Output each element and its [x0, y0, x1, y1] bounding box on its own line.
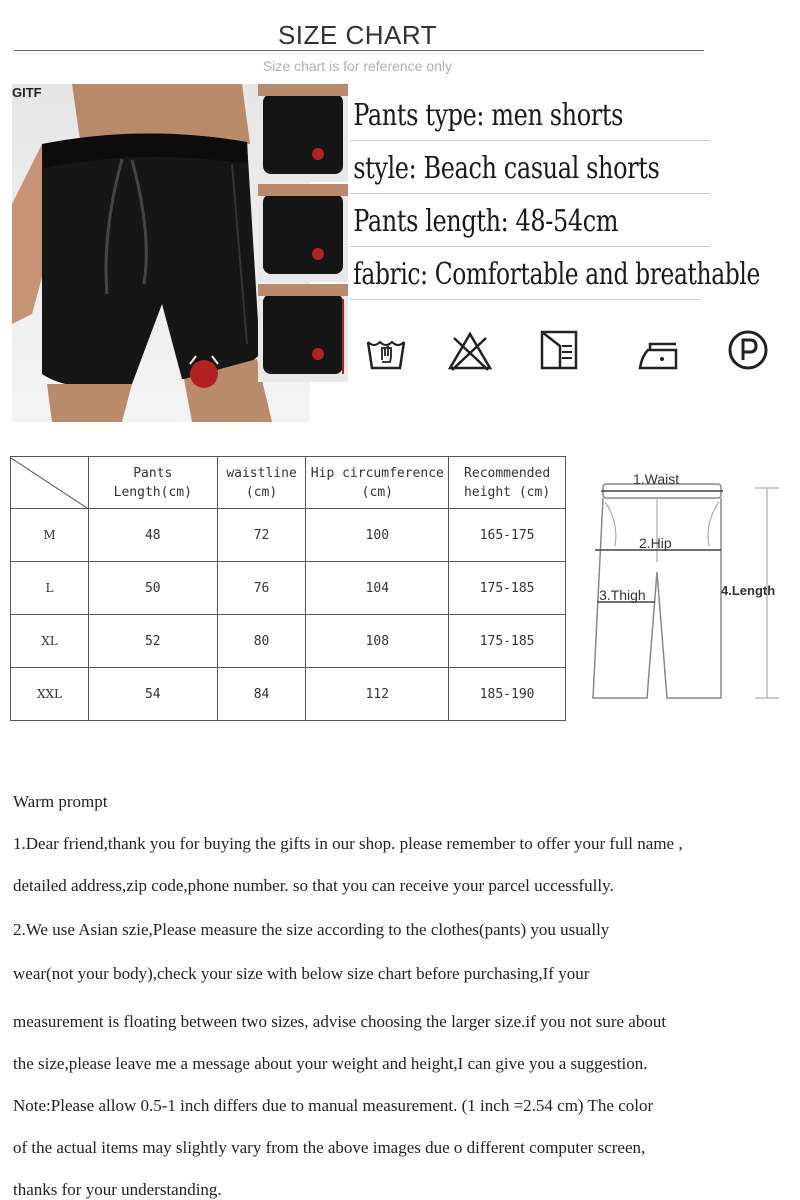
hip-label: 2.Hip — [639, 535, 672, 551]
size-table — [10, 456, 566, 721]
hip-cell: 112 — [306, 668, 449, 721]
thigh-label: 3.Thigh — [599, 587, 646, 603]
spec-fabric: fabric: Comfortable and breathable — [350, 247, 701, 300]
product-specs — [350, 88, 800, 300]
title-divider — [14, 50, 704, 51]
prompt-line: 1.Dear friend,thank you for buying the gifts in our shop. please remember to offer your full name , — [13, 834, 683, 853]
spec-pants-type: Pants type: men shorts — [350, 88, 710, 141]
prompt-line: Note:Please allow 0.5-1 inch differs due to manual measurement. (1 inch =2.54 cm) The color — [13, 1096, 654, 1115]
length-cell: 52 — [88, 615, 217, 668]
prompt-line: wear(not your body),check your size with below size chart before purchasing,If your — [13, 964, 590, 983]
hip-cell: 104 — [306, 562, 449, 615]
care-icons — [350, 320, 800, 380]
size-cell: L — [11, 562, 89, 615]
waist-cell: 80 — [217, 615, 306, 668]
prompt-heading: Warm prompt — [13, 792, 108, 811]
column-header-length: Pants Length(cm) — [88, 457, 217, 509]
height-cell: 185-190 — [449, 668, 566, 721]
table-row — [11, 668, 566, 721]
column-header-hip: Hip circumference (cm) — [306, 457, 449, 509]
spec-style: style: Beach casual shorts — [350, 141, 710, 194]
thumbnail-strip — [248, 84, 348, 384]
waist-label: 1.Waist — [633, 471, 680, 487]
iron-icon — [634, 326, 682, 374]
prompt-line: measurement is floating between two sizes, advise choosing the larger size.if you not sure about — [13, 1012, 667, 1031]
thumbnail-1 — [258, 84, 348, 182]
hand-wash-icon — [362, 326, 410, 374]
size-cell: XL — [11, 615, 89, 668]
table-corner-cell — [11, 457, 89, 509]
size-cell: M — [11, 509, 89, 562]
table-row — [11, 615, 566, 668]
waist-cell: 72 — [217, 509, 306, 562]
brand-logo: GITF — [12, 85, 42, 100]
page-subtitle: Size chart is for reference only — [262, 58, 453, 74]
height-cell: 165-175 — [449, 509, 566, 562]
diagonal-divider — [11, 458, 87, 508]
thumbnail-2 — [258, 184, 348, 282]
length-cell: 48 — [88, 509, 217, 562]
length-cell: 50 — [88, 562, 217, 615]
hip-cell: 100 — [306, 509, 449, 562]
tumble-dry-icon — [536, 326, 584, 374]
column-header-height: Recommended height (cm) — [449, 457, 566, 509]
prompt-line: 2.We use Asian szie,Please measure the size according to the clothes(pants) you usually — [13, 920, 610, 939]
waist-cell: 76 — [217, 562, 306, 615]
prompt-line: of the actual items may slightly vary from the above images due o different computer screen, — [13, 1138, 646, 1157]
dry-clean-icon — [724, 326, 772, 374]
length-label: 4.Length — [721, 583, 776, 598]
table-row — [11, 562, 566, 615]
table-row — [11, 509, 566, 562]
height-cell: 175-185 — [449, 562, 566, 615]
column-header-waist: waistline (cm) — [217, 457, 306, 509]
page-title: SIZE CHART — [277, 20, 438, 50]
prompt-line: the size,please leave me a message about your weight and height,I can give you a suggestion. — [13, 1054, 648, 1073]
hip-cell: 108 — [306, 615, 449, 668]
prompt-line: thanks for your understanding. — [13, 1180, 222, 1199]
measurement-diagram — [585, 462, 800, 712]
spec-pants-length: Pants length: 48-54cm — [350, 194, 710, 247]
prompt-line: detailed address,zip code,phone number. so that you can receive your parcel uccessfully. — [13, 876, 614, 895]
waist-cell: 84 — [217, 668, 306, 721]
length-cell: 54 — [88, 668, 217, 721]
table-header-row — [11, 457, 566, 509]
thumbnail-3 — [258, 284, 348, 382]
height-cell: 175-185 — [449, 615, 566, 668]
do-not-bleach-icon — [446, 326, 494, 374]
size-cell: XXL — [11, 668, 89, 721]
